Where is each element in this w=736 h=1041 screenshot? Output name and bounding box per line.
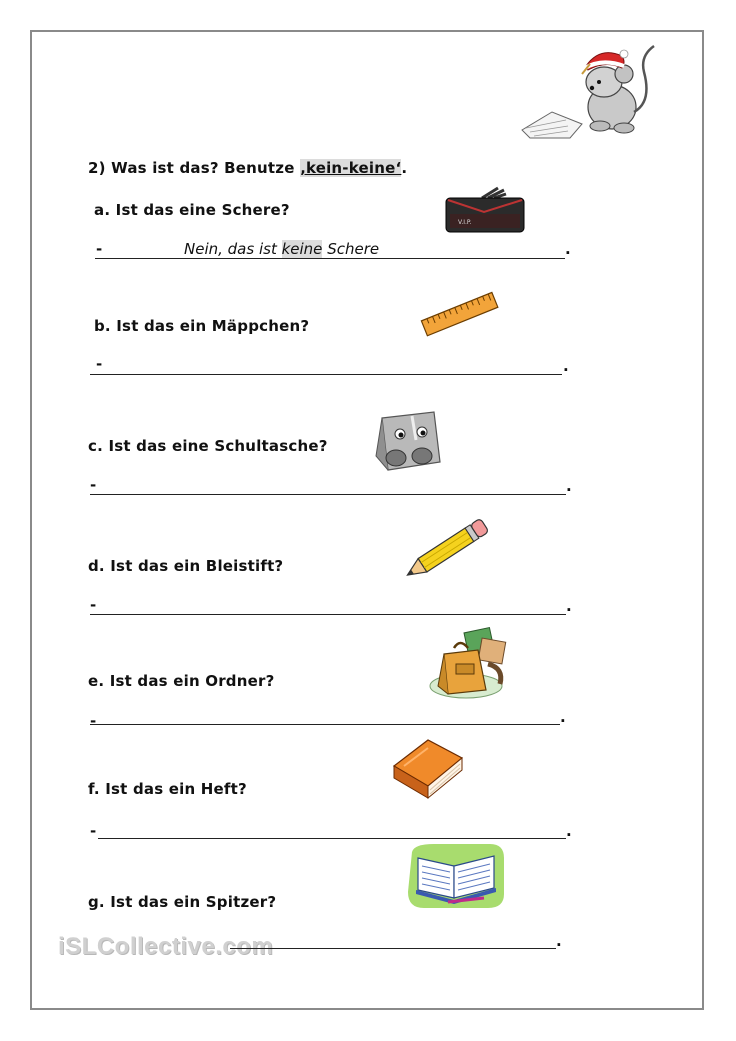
watermark: iSLCollective.com — [58, 933, 274, 960]
answer-dash: - — [90, 712, 97, 730]
question-letter: b. — [94, 317, 111, 335]
question-b — [94, 317, 309, 335]
mouse-santa-icon — [512, 42, 662, 142]
answer-line[interactable] — [90, 614, 566, 615]
question-c — [88, 437, 328, 455]
question-text: Ist das ein Mäppchen? — [116, 317, 310, 335]
question-text: Ist das eine Schultasche? — [108, 437, 328, 455]
answer-dot: . — [566, 597, 572, 615]
question-letter: g. — [88, 893, 105, 911]
answer-line[interactable] — [98, 838, 566, 839]
question-f — [88, 780, 247, 798]
answer-line[interactable] — [90, 374, 562, 375]
answer-dash: - — [90, 476, 97, 494]
instruction-keyword: ‚kein-keine‘ — [300, 159, 402, 177]
question-letter: c. — [88, 437, 103, 455]
answer-dot: . — [560, 708, 566, 726]
example-answer-after: Schere — [322, 240, 380, 258]
answer-dash: - — [90, 822, 97, 840]
answer-dot: . — [565, 240, 571, 258]
question-letter: a. — [94, 201, 111, 219]
question-a — [94, 201, 290, 219]
answer-line[interactable] — [90, 494, 566, 495]
example-answer-keyword: keine — [281, 240, 323, 258]
answer-dash: - — [90, 596, 97, 614]
question-e — [88, 672, 274, 690]
instruction-text — [88, 159, 407, 177]
answer-dash: - — [96, 355, 103, 373]
instruction-suffix: . — [401, 159, 408, 177]
question-letter: d. — [88, 557, 105, 575]
answer-line[interactable] — [95, 258, 565, 259]
pencil-case-label: V.I.P. — [458, 219, 472, 226]
notebook-icon — [404, 842, 508, 912]
sharpener-icon — [372, 406, 444, 476]
answer-dash: - — [96, 240, 103, 258]
pencil-icon — [396, 514, 496, 586]
answer-dot: . — [563, 357, 569, 375]
answer-dot: . — [566, 822, 572, 840]
book-icon — [388, 736, 466, 802]
question-d — [88, 557, 283, 575]
question-text: Ist das ein Bleistift? — [110, 557, 284, 575]
school-bag-icon — [426, 624, 512, 702]
example-answer — [184, 240, 379, 258]
question-letter: f. — [88, 780, 100, 798]
pencil-case-icon — [444, 186, 528, 236]
answer-line[interactable] — [230, 948, 556, 949]
instruction-prefix: 2) Was ist das? Benutze — [88, 159, 301, 177]
worksheet-frame — [30, 30, 704, 1010]
question-letter: e. — [88, 672, 105, 690]
answer-line[interactable] — [90, 724, 560, 725]
question-text: Ist das ein Ordner? — [109, 672, 275, 690]
example-answer-before: Nein, das ist — [184, 240, 282, 258]
question-text: Ist das ein Heft? — [105, 780, 247, 798]
question-text: Ist das ein Spitzer? — [110, 893, 277, 911]
answer-dot: . — [566, 477, 572, 495]
ruler-icon — [420, 290, 500, 340]
question-text: Ist das eine Schere? — [115, 201, 290, 219]
question-g — [88, 893, 276, 911]
answer-dot: . — [556, 932, 562, 950]
